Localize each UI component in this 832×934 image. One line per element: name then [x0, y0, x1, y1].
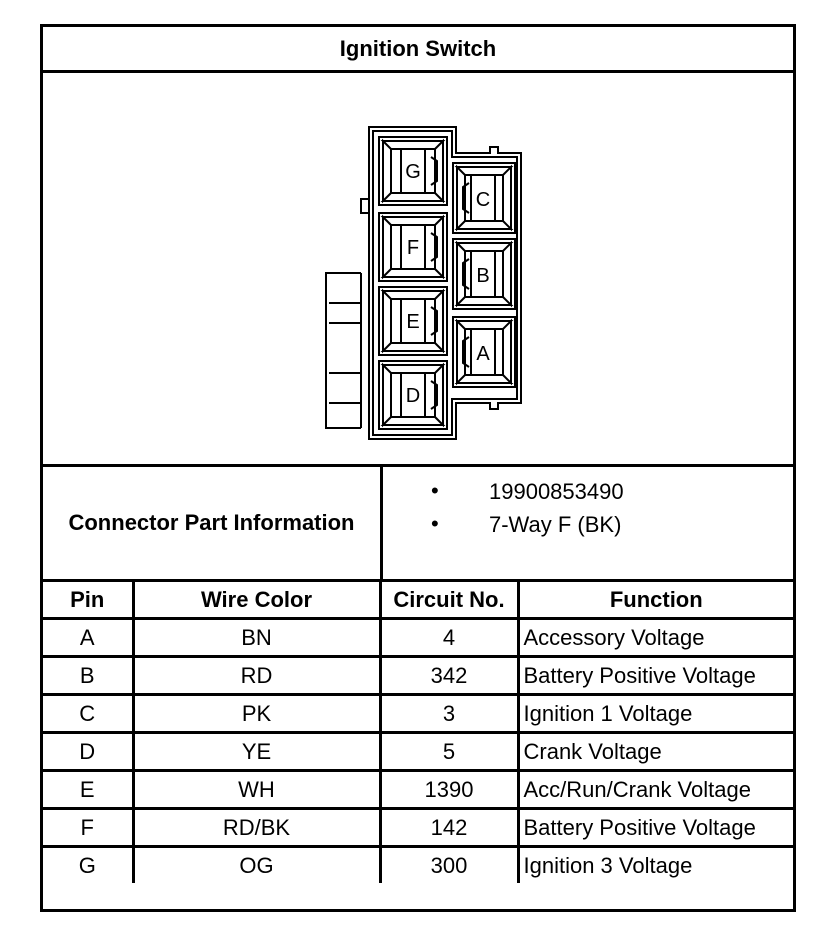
- pin-cell: D: [43, 733, 133, 771]
- circuit-cell: 3: [380, 695, 518, 733]
- table-row: [43, 733, 793, 771]
- cavity-label-f: F: [406, 237, 420, 259]
- function-cell: Battery Positive Voltage: [518, 657, 793, 695]
- pin-cell: E: [43, 771, 133, 809]
- wire-color-cell: WH: [133, 771, 380, 809]
- pin-cell: A: [43, 619, 133, 657]
- column-header-wire-color: Wire Color: [133, 582, 380, 619]
- connector-sheet: [40, 24, 796, 912]
- connector-diagram: [43, 73, 793, 467]
- pin-cell: B: [43, 657, 133, 695]
- cavity-label-a: A: [476, 343, 490, 365]
- cavity-label-d: D: [405, 385, 421, 407]
- function-cell: Acc/Run/Crank Voltage: [518, 771, 793, 809]
- cavity-label-c: C: [475, 189, 491, 211]
- function-cell: Accessory Voltage: [518, 619, 793, 657]
- cavity-label-g: G: [405, 161, 421, 183]
- bullet-icon: •: [431, 511, 439, 536]
- column-header-pin: Pin: [43, 582, 133, 619]
- circuit-cell: 5: [380, 733, 518, 771]
- table-row: [43, 619, 793, 657]
- bullet-icon: •: [431, 478, 439, 503]
- wire-color-cell: RD/BK: [133, 809, 380, 847]
- circuit-cell: 142: [380, 809, 518, 847]
- pinout-table: [43, 582, 793, 883]
- function-cell: Crank Voltage: [518, 733, 793, 771]
- cavity-label-b: B: [476, 265, 490, 287]
- page-title: Ignition Switch: [43, 27, 793, 73]
- wire-color-cell: BN: [133, 619, 380, 657]
- connector-face-drawing: [43, 73, 793, 464]
- function-cell: Ignition 1 Voltage: [518, 695, 793, 733]
- table-row: [43, 847, 793, 884]
- circuit-cell: 4: [380, 619, 518, 657]
- function-cell: Ignition 3 Voltage: [518, 847, 793, 884]
- connector-info-label: Connector Part Information: [43, 467, 383, 579]
- table-row: [43, 657, 793, 695]
- connector-part-information: [43, 467, 793, 582]
- circuit-cell: 342: [380, 657, 518, 695]
- connector-info-list: • 19900853490 • 7-Way F (BK): [431, 478, 624, 537]
- table-row: [43, 695, 793, 733]
- wire-color-cell: OG: [133, 847, 380, 884]
- table-row: [43, 809, 793, 847]
- cavity-label-e: E: [406, 311, 420, 333]
- circuit-cell: 1390: [380, 771, 518, 809]
- pin-cell: G: [43, 847, 133, 884]
- column-header-function: Function: [518, 582, 793, 619]
- function-cell: Battery Positive Voltage: [518, 809, 793, 847]
- wire-color-cell: PK: [133, 695, 380, 733]
- pin-cell: F: [43, 809, 133, 847]
- wire-color-cell: YE: [133, 733, 380, 771]
- circuit-cell: 300: [380, 847, 518, 884]
- pin-cell: C: [43, 695, 133, 733]
- table-row: [43, 771, 793, 809]
- wire-color-cell: RD: [133, 657, 380, 695]
- table-header-row: [43, 582, 793, 619]
- column-header-circuit: Circuit No.: [380, 582, 518, 619]
